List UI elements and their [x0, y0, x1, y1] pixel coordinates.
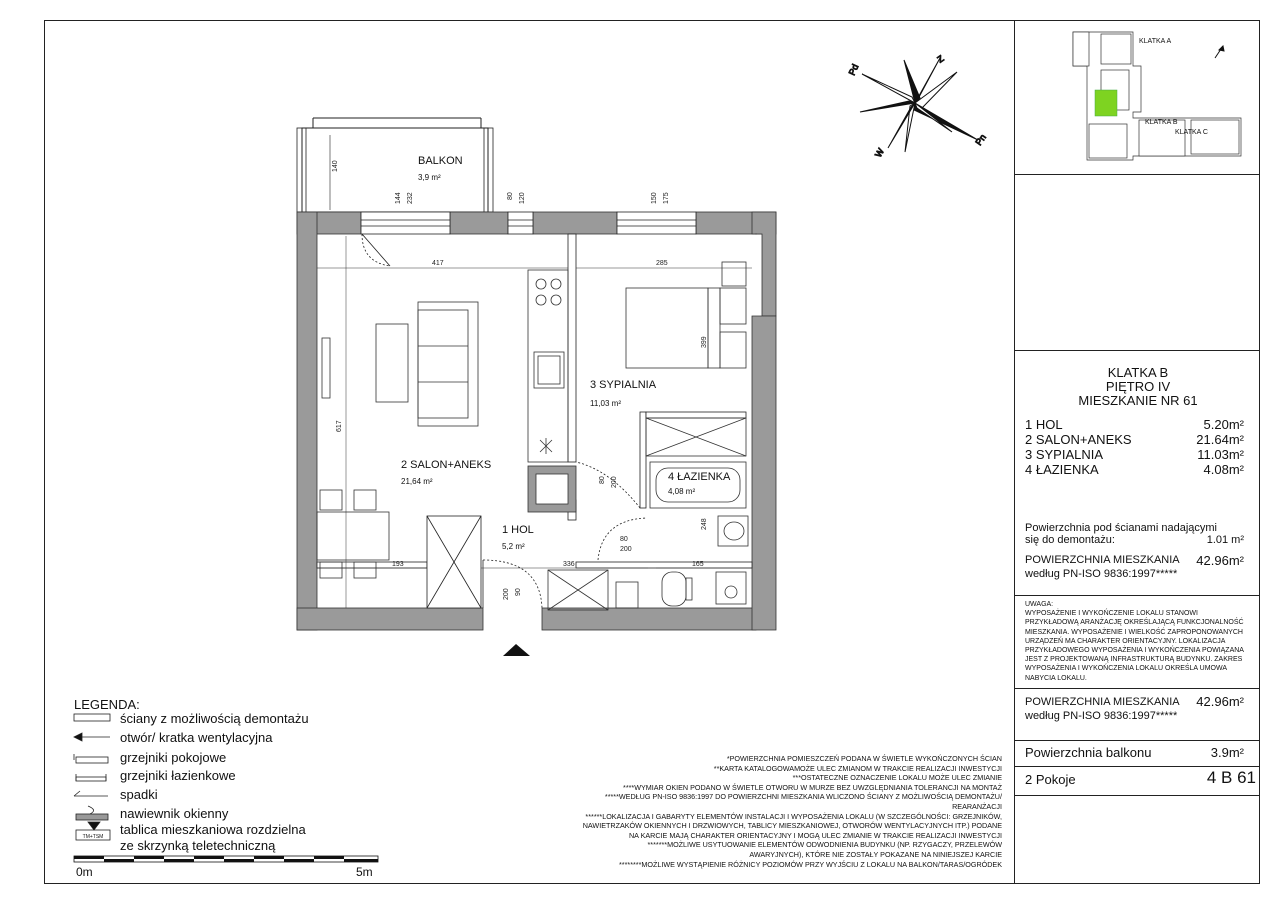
dim-248: 248: [701, 518, 708, 530]
footnotes: [480, 754, 1002, 869]
footnote: NA KARCIE MAJĄ CHARAKTER ORIENTACYJNY I MOGĄ ULEC ZMIANIE W TRAKCIE REALIZACJI INWESTYCJI: [628, 830, 1002, 840]
compass-label-se: Pn: [973, 132, 988, 148]
removable-walls-value: 1.01 m²: [1206, 534, 1244, 546]
room-row-area: 5.20m²: [1203, 417, 1244, 432]
floor-label: PIĘTRO IV: [1105, 379, 1171, 394]
dim-193: 193: [392, 561, 404, 568]
bottom-total-value: 42.96m²: [1196, 694, 1244, 709]
footnote: **KARTA KATALOGOWAMOŻE ULEC ZMIANOM W TRAKCIE REALIZACJI INWESTYCJI: [713, 763, 1002, 773]
keyplan-north-arrow-icon: [1215, 46, 1224, 58]
disclaimer-line: PRZYKŁADOWĄ ARANŻACJĘ OKREŚLAJĄCĄ FUNKCJONALNOŚĆ: [1025, 619, 1244, 627]
dim-200-door: 200: [611, 476, 618, 488]
scale-end: 5m: [356, 865, 373, 879]
keyplan-label-c: KLATKA C: [1175, 129, 1208, 136]
balcony-area-value: 3.9m²: [1210, 745, 1244, 760]
room-row: [1025, 447, 1244, 462]
dim-80-bath-door: 80: [620, 536, 628, 543]
total-area-label-1: POWIERZCHNIA MIESZKANIA: [1025, 554, 1180, 566]
key-plan: [1015, 20, 1261, 174]
rooms-count: 2 Pokoje: [1025, 772, 1076, 787]
keyplan-label-a: KLATKA A: [1139, 38, 1172, 45]
room-balkon-name: BALKON: [418, 155, 463, 167]
dim-144: 144: [395, 192, 402, 204]
dim-200-bath-door: 200: [620, 546, 632, 553]
dim-120: 120: [519, 192, 526, 204]
dim-200-entry: 200: [503, 588, 510, 600]
room-row: [1025, 462, 1244, 477]
dim-617: 617: [336, 420, 343, 432]
dim-90: 90: [515, 588, 522, 596]
footnote: ********MOŻLIWE WYSTĄPIENIE RÓŻNICY POZIOMÓW PRZY WYJŚCIU Z LOKALU NA BALKON/TARAS/OGRÓDEK: [619, 859, 1002, 869]
dimension-lines: [317, 236, 752, 608]
disclaimer-line: NABYCIA LOKALU.: [1025, 674, 1087, 682]
room-row: [1025, 432, 1244, 447]
entrance-marker: [503, 644, 530, 656]
compass-label-n: Pd: [846, 62, 861, 77]
furniture: [317, 262, 748, 610]
room-row-area: 4.08m²: [1203, 462, 1244, 477]
disclaimer-line: WYPOSAŻENIA I WYKOŃCZENIA LOKALU OKREŚLA UMOWA: [1025, 665, 1228, 673]
bottom-total-label-2: według PN-ISO 9836:1997*****: [1025, 710, 1178, 722]
room-sypialnia-name: 3 SYPIALNIA: [590, 379, 657, 391]
scale-start: 0m: [76, 865, 93, 879]
keyplan-label-b: KLATKA B: [1145, 119, 1178, 126]
legend-item-panel-2: ze skrzynką teletechniczną: [120, 838, 276, 853]
legend-item-window-vent: nawiewnik okienny: [120, 806, 229, 821]
legend-item-panel: tablica mieszkaniowa rozdzielna: [120, 822, 306, 837]
legend-tm-label: TM+TSM: [82, 834, 104, 840]
legend-item-slopes: spadki: [120, 787, 158, 802]
dim-150: 150: [651, 192, 658, 204]
apartment-code: 4 B 61: [1206, 768, 1256, 787]
disclaimer-line: WYPOSAŻENIE I WYKOŃCZENIE LOKALU STANOWI: [1025, 610, 1198, 618]
removable-walls-label-2: się do demontażu:: [1025, 534, 1115, 546]
disclaimer-line: UWAGA:: [1025, 601, 1054, 608]
footnote: NAWIETRZAKÓW OKIENNYCH I DRZWIOWYCH, TABLICY MIESZKANIOWEJ, OTWORÓW WENTYLACYJNYCH ITP.) PODANE: [582, 821, 1002, 831]
stairwell-label: KLATKA B: [1107, 365, 1169, 380]
apartment-heading: [1015, 366, 1261, 408]
room-row-name: 1 HOL: [1025, 417, 1063, 432]
room-hol-area: 5,2 m²: [502, 542, 525, 551]
room-lazienka-area: 4,08 m²: [668, 487, 696, 496]
dim-232: 232: [407, 192, 414, 204]
footnote: REARANŻACJI: [952, 801, 1002, 811]
room-lazienka-name: 4 ŁAZIENKA: [668, 471, 731, 483]
room-balkon-area: 3,9 m²: [418, 173, 441, 182]
footnote: AWARYJNYCH), KTÓRE NIE ZOSTAŁY POKAZANE NA NINIEJSZEJ KARCIE: [749, 849, 1002, 859]
removable-walls-label-1: Powierzchnia pod ścianami nadającymi: [1025, 522, 1217, 534]
footnote: ****WYMIAR OKIEN PODANO W ŚWIETLE OTWORU W MURZE BEZ UWZGLĘDNIANIA TOLERANCJI NA MONTAŻ: [623, 782, 1002, 792]
bottom-total-label-1: POWIERZCHNIA MIESZKANIA: [1025, 696, 1180, 708]
compass-label-ne: Z: [935, 53, 946, 65]
legend-title: LEGENDA:: [74, 697, 140, 712]
legend-item-vent: otwór/ kratka wentylacyjna: [120, 730, 273, 745]
doors: [362, 234, 646, 608]
legend-symbols: [74, 714, 110, 840]
windows: [361, 212, 696, 234]
footnote: *****WEDŁUG PN-ISO 9836:1997 DO POWIERZCHNI MIESZKANIA WLICZONO ŚCIANY Z MOŻLIWOŚCIĄ DEMONTAŻU/: [604, 792, 1002, 802]
dim-140: 140: [332, 160, 339, 172]
room-row-name: 3 SYPIALNIA: [1025, 447, 1104, 462]
dim-80-door: 80: [599, 476, 606, 484]
footnote: *POWIERZCHNIA POMIESZCZEŃ PODANA W ŚWIETLE WYKOŃCZONYCH ŚCIAN: [726, 754, 1002, 763]
scale-bar: [74, 856, 378, 862]
room-row-area: 11.03m²: [1197, 447, 1244, 462]
keyplan-highlight: [1095, 90, 1117, 116]
dim-80-window: 80: [507, 192, 514, 200]
room-salon-area: 21,64 m²: [401, 477, 433, 486]
total-area-value: 42.96m²: [1196, 553, 1244, 568]
compass-rose: [847, 53, 988, 159]
disclaimer: [1025, 600, 1251, 683]
interior-walls: [317, 234, 756, 608]
footnote: ***OSTATECZNE OZNACZENIE LOKALU MOŻE ULEC ZMIANIE: [792, 773, 1002, 783]
room-row-area: 21.64m²: [1196, 432, 1244, 447]
dim-336: 336: [563, 561, 575, 568]
footnote: ******LOKALIZACJA I GABARYTY ELEMENTÓW INSTALACJI I WYPOSAŻENIA LOKALU (W SZCZEGÓLNOŚCI: GRZEJNIKÓW,: [585, 811, 1002, 821]
dim-399: 399: [701, 336, 708, 348]
dim-175: 175: [663, 192, 670, 204]
balcony-area-label: Powierzchnia balkonu: [1025, 745, 1152, 760]
disclaimer-line: JEST Z PROJEKTOWANĄ INFRASTRUKTURĄ BUDYNKU. ZAKRES: [1025, 656, 1243, 664]
legend-item-bath-radiators: grzejniki łazienkowe: [120, 768, 236, 783]
dim-165: 165: [692, 561, 704, 568]
footnote: *******MOŻLIWE USYTUOWANIE ELEMENTÓW ODWODNIENIA BUDYNKU (NP. RZYGACZY, PRZELEWÓW: [647, 840, 1002, 850]
dim-285: 285: [656, 260, 668, 267]
info-panel: [1014, 20, 1260, 884]
room-row-name: 2 SALON+ANEKS: [1025, 432, 1132, 447]
room-sypialnia-area: 11,03 m²: [590, 399, 621, 408]
total-area-label-2: według PN-ISO 9836:1997*****: [1025, 568, 1178, 580]
room-row: [1025, 417, 1244, 432]
room-hol-name: 1 HOL: [502, 524, 534, 536]
legend-item-walls: ściany z możliwością demontażu: [120, 711, 309, 726]
room-row-name: 4 ŁAZIENKA: [1025, 462, 1099, 477]
disclaimer-line: URZĄDZEŃ MA CHARAKTER ORIENTACYJNY. LOKALIZACJA: [1025, 637, 1226, 645]
dim-417: 417: [432, 260, 444, 267]
room-salon-name: 2 SALON+ANEKS: [401, 459, 492, 471]
apartment-number-label: MIESZKANIE NR 61: [1078, 393, 1198, 408]
disclaimer-line: MIESZKANIA. WYPOSAŻENIE I WIELKOŚĆ ZAPROPONOWANYCH: [1025, 628, 1243, 636]
disclaimer-line: PRZYKŁADOWEGO WYPOSAŻENIA I WYKOŃCZENIA POWIĄZANA: [1025, 647, 1244, 655]
compass-label-sw: W: [873, 146, 886, 159]
legend-item-radiators: grzejniki pokojowe: [120, 750, 227, 765]
